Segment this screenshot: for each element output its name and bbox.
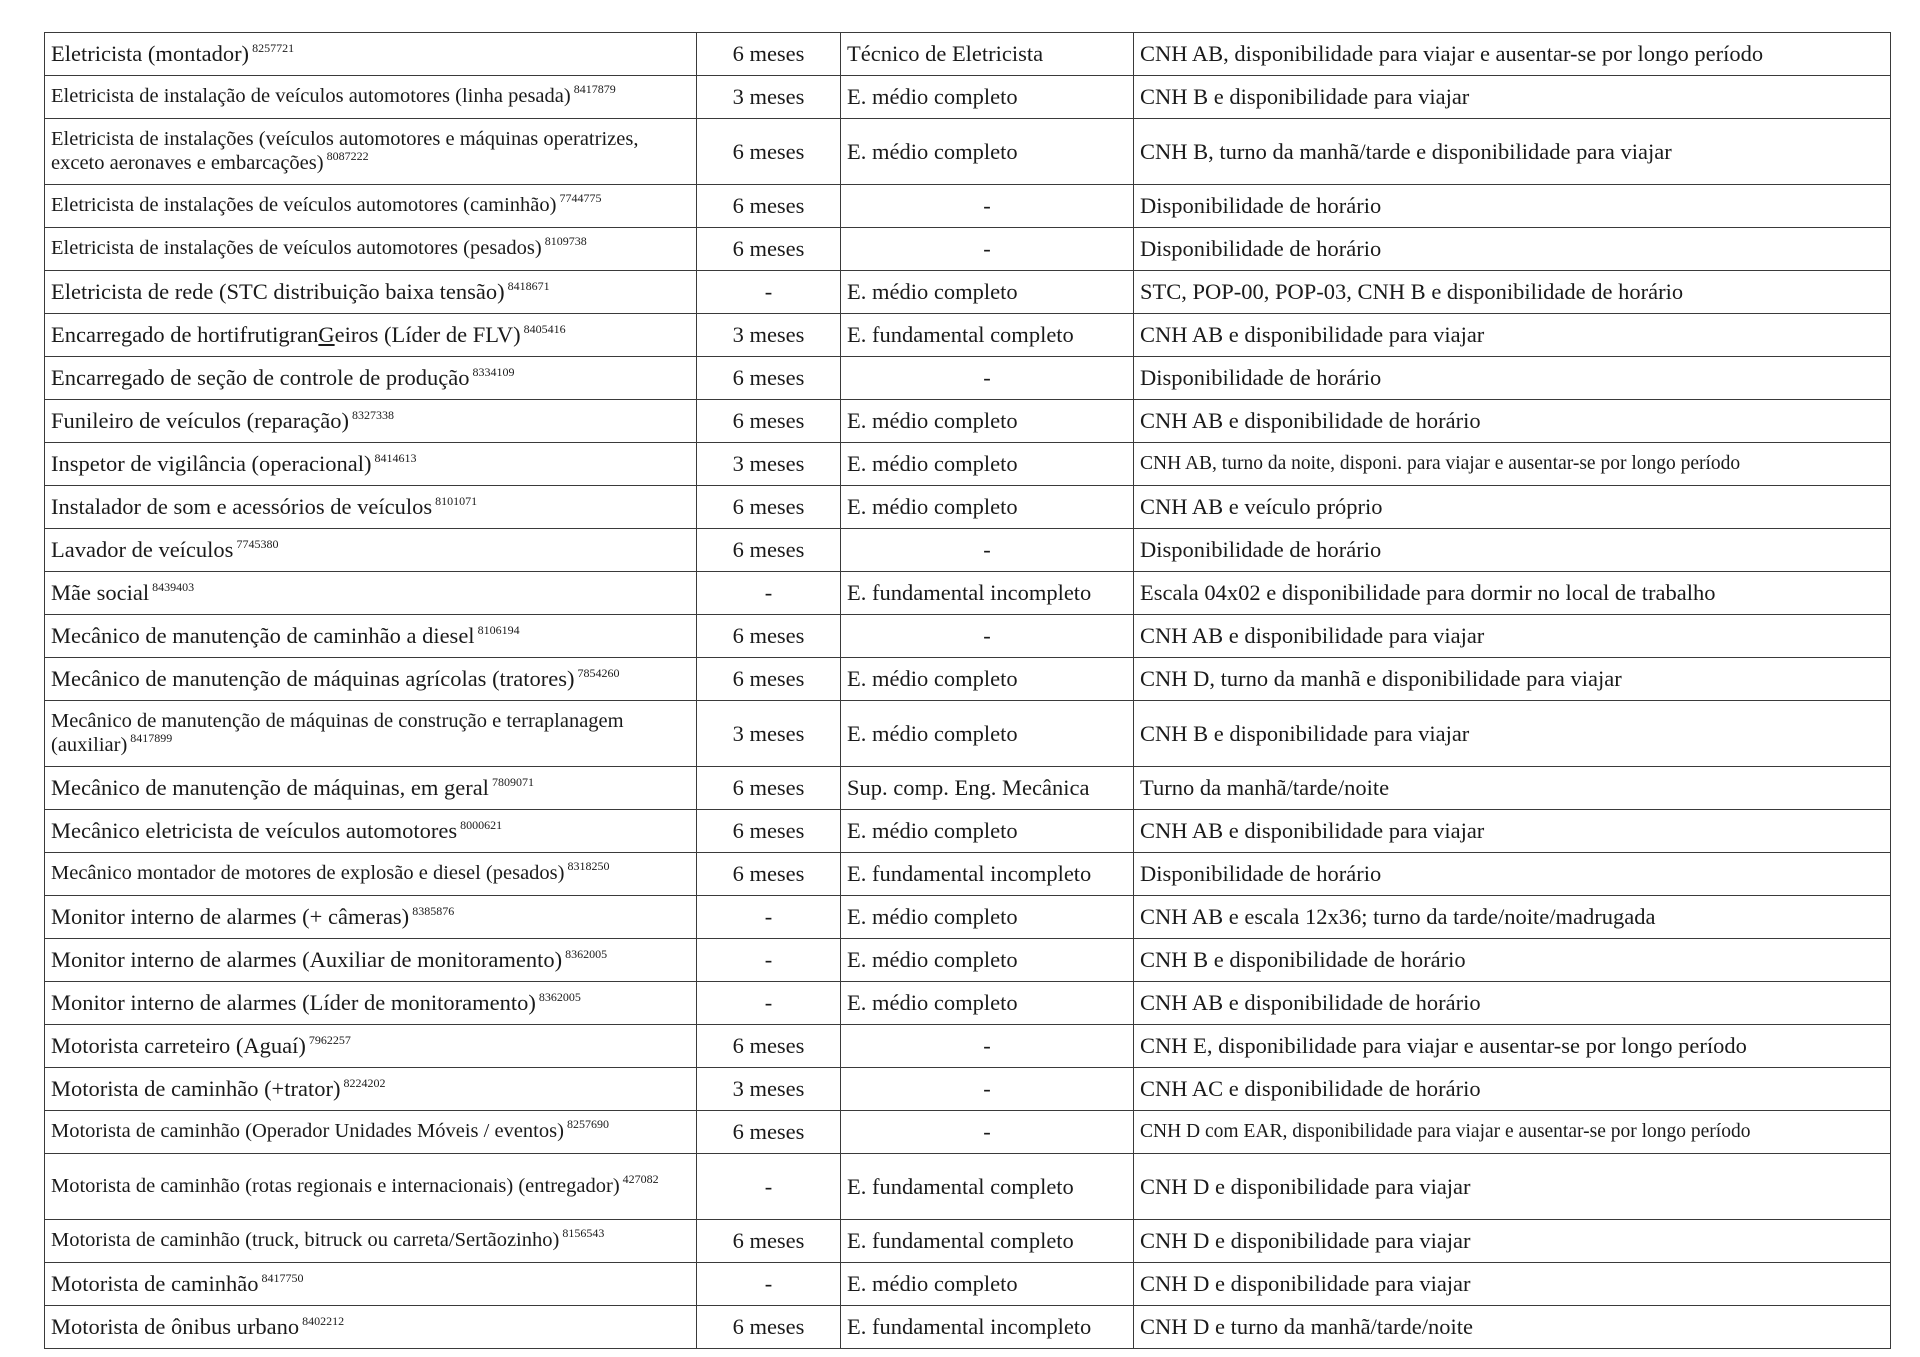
job-title: Mecânico de manutenção de máquinas de construção e terraplanagem (auxiliar) [51,709,624,756]
table-row [45,658,1891,701]
experience-cell: - [697,1154,841,1220]
education-cell: - [841,1068,1134,1111]
job-title: Mecânico montador de motores de explosão e diesel (pesados) [51,862,565,885]
job-title-cell [45,1154,697,1220]
table-row [45,810,1891,853]
experience-cell: 6 meses [697,119,841,185]
table-row [45,1025,1891,1068]
job-title-cell [45,119,697,185]
requirements-cell: CNH D com EAR, disponibilidade para viajar e ausentar-se por longo período [1134,1111,1891,1154]
job-code: 7745380 [236,537,279,552]
table-row [45,1263,1891,1306]
job-code: 8405416 [523,322,566,337]
education-cell: E. médio completo [841,76,1134,119]
job-code: 8385876 [412,904,455,919]
table-row [45,939,1891,982]
table-row [45,982,1891,1025]
education-cell: - [841,1025,1134,1068]
job-title: Eletricista de instalações de veículos automotores (caminhão) [51,194,557,217]
experience-cell: 3 meses [697,314,841,357]
experience-cell: 6 meses [697,767,841,810]
education-cell: E. fundamental completo [841,314,1134,357]
requirements-cell: CNH D e disponibilidade para viajar [1134,1154,1891,1220]
job-vacancies-table [44,32,1891,1349]
job-title: Monitor interno de alarmes (+ câmeras) [51,904,410,930]
experience-cell: 6 meses [697,529,841,572]
experience-cell: 6 meses [697,1220,841,1263]
education-cell: E. médio completo [841,896,1134,939]
job-title-cell [45,1220,697,1263]
table-row [45,615,1891,658]
education-cell: E. médio completo [841,982,1134,1025]
table-row [45,1111,1891,1154]
education-cell: E. fundamental incompleto [841,853,1134,896]
job-title: Monitor interno de alarmes (Auxiliar de monitoramento) [51,947,563,973]
job-title-cell [45,1111,697,1154]
requirements-cell: Escala 04x02 e disponibilidade para dormir no local de trabalho [1134,572,1891,615]
job-title: Motorista de caminhão (+trator) [51,1076,341,1102]
requirements-cell: CNH AB e escala 12x36; turno da tarde/noite/madrugada [1134,896,1891,939]
job-code: 8257690 [566,1117,609,1132]
job-code: 8318250 [567,859,610,874]
experience-cell: 6 meses [697,853,841,896]
requirements-cell: CNH D e disponibilidade para viajar [1134,1263,1891,1306]
table-row [45,357,1891,400]
experience-cell: - [697,982,841,1025]
experience-cell: 6 meses [697,1025,841,1068]
requirements-cell: Disponibilidade de horário [1134,529,1891,572]
job-title: Mecânico de manutenção de máquinas, em geral [51,775,489,801]
experience-cell: 6 meses [697,185,841,228]
job-title: Motorista de caminhão (rotas regionais e internacionais) (entregador) [51,1174,620,1197]
requirements-cell: CNH AB e disponibilidade para viajar [1134,810,1891,853]
table-row [45,228,1891,271]
job-title-cell [45,271,697,314]
job-code: 8109738 [544,234,587,249]
job-code: 7962257 [308,1033,351,1048]
education-cell: E. médio completo [841,443,1134,486]
job-code: 8418671 [507,279,550,294]
table-row [45,119,1891,185]
job-title-cell [45,529,697,572]
job-code: 7854260 [577,666,620,681]
requirements-cell: CNH D e disponibilidade para viajar [1134,1220,1891,1263]
job-code: 427082 [622,1171,659,1186]
job-code: 8101071 [435,494,478,509]
job-title: Inspetor de vigilância (operacional) [51,451,372,477]
requirements-cell: CNH AB e disponibilidade de horário [1134,400,1891,443]
requirements-cell: Disponibilidade de horário [1134,228,1891,271]
job-code: 7809071 [491,775,534,790]
job-title-cell [45,33,697,76]
education-cell: E. médio completo [841,810,1134,853]
job-code: 8106194 [477,623,520,638]
experience-cell: 6 meses [697,615,841,658]
table-row [45,572,1891,615]
job-title-part: Encarregado de hortifrutigran [51,322,319,348]
job-title-cell [45,1306,697,1349]
requirements-cell: CNH B e disponibilidade de horário [1134,939,1891,982]
table-row [45,486,1891,529]
experience-cell: 6 meses [697,33,841,76]
job-title-cell [45,572,697,615]
job-title-cell [45,400,697,443]
job-title: Lavador de veículos [51,537,234,563]
job-code: 8156543 [562,1226,605,1241]
requirements-cell: Disponibilidade de horário [1134,185,1891,228]
experience-cell: 6 meses [697,486,841,529]
job-title-cell [45,701,697,767]
experience-cell: 3 meses [697,701,841,767]
education-cell: - [841,185,1134,228]
education-cell: E. médio completo [841,658,1134,701]
job-title: Monitor interno de alarmes (Líder de monitoramento) [51,990,536,1016]
table-row [45,853,1891,896]
job-code: 8334109 [472,365,515,380]
job-title: Eletricista de rede (STC distribuição baixa tensão) [51,279,505,305]
job-title-cell [45,853,697,896]
education-cell: E. fundamental incompleto [841,572,1134,615]
experience-cell: 6 meses [697,1111,841,1154]
table-row [45,1068,1891,1111]
table-row [45,400,1891,443]
education-cell: Técnico de Eletricista [841,33,1134,76]
requirements-cell: Turno da manhã/tarde/noite [1134,767,1891,810]
job-title-cell [45,1025,697,1068]
experience-cell: 6 meses [697,810,841,853]
education-cell: E. fundamental completo [841,1154,1134,1220]
education-cell: E. médio completo [841,701,1134,767]
table-row [45,896,1891,939]
requirements-cell: CNH B e disponibilidade para viajar [1134,701,1891,767]
job-title: Eletricista de instalações (veículos automotores e máquinas operatrizes, exceto aeronaves e embarcações) [51,127,639,174]
requirements-cell: CNH AB e disponibilidade para viajar [1134,615,1891,658]
job-title-cell [45,76,697,119]
job-title: Motorista carreteiro (Aguaí) [51,1033,306,1059]
job-title-cell [45,939,697,982]
education-cell: E. fundamental incompleto [841,1306,1134,1349]
job-title-cell [45,1263,697,1306]
job-title-cell [45,185,697,228]
requirements-cell: CNH AC e disponibilidade de horário [1134,1068,1891,1111]
job-title-cell [45,982,697,1025]
job-title-underlined-letter: G [318,322,335,348]
education-cell: - [841,529,1134,572]
job-title-cell [45,228,697,271]
table-row [45,529,1891,572]
job-title: Mecânico de manutenção de caminhão a diesel [51,623,475,649]
education-cell: - [841,615,1134,658]
job-title: Eletricista de instalação de veículos automotores (linha pesada) [51,85,571,108]
experience-cell: - [697,1263,841,1306]
job-title: Motorista de caminhão [51,1271,259,1297]
education-cell: E. médio completo [841,486,1134,529]
job-code: 8257721 [252,41,295,56]
education-cell: E. médio completo [841,939,1134,982]
requirements-cell: CNH AB, disponibilidade para viajar e ausentar-se por longo período [1134,33,1891,76]
education-cell: E. médio completo [841,400,1134,443]
experience-cell: - [697,572,841,615]
requirements-cell: CNH E, disponibilidade para viajar e ausentar-se por longo período [1134,1025,1891,1068]
requirements-cell: STC, POP-00, POP-03, CNH B e disponibilidade de horário [1134,271,1891,314]
job-title: Motorista de caminhão (Operador Unidades Móveis / eventos) [51,1120,564,1143]
table-row [45,33,1891,76]
job-title: Funileiro de veículos (reparação) [51,408,349,434]
job-code: 8414613 [374,451,417,466]
education-cell: - [841,1111,1134,1154]
requirements-cell: CNH B, turno da manhã/tarde e disponibilidade para viajar [1134,119,1891,185]
requirements-cell: CNH D e turno da manhã/tarde/noite [1134,1306,1891,1349]
requirements-cell: CNH AB e disponibilidade de horário [1134,982,1891,1025]
job-title-cell [45,810,697,853]
job-title: Mecânico de manutenção de máquinas agrícolas (tratores) [51,666,575,692]
job-code: 8402212 [302,1314,345,1329]
experience-cell: - [697,271,841,314]
table-row [45,1220,1891,1263]
table-row [45,76,1891,119]
education-cell: Sup. comp. Eng. Mecânica [841,767,1134,810]
job-title-cell [45,443,697,486]
job-code: 8327338 [352,408,394,423]
job-title: Mecânico eletricista de veículos automotores [51,818,458,844]
job-code: 8417750 [261,1271,304,1286]
job-code: 8000621 [460,818,503,833]
job-code: 8439403 [152,580,195,595]
table-row [45,767,1891,810]
table-row [45,1306,1891,1349]
job-title: Instalador de som e acessórios de veículos [51,494,433,520]
job-title: Eletricista de instalações de veículos automotores (pesados) [51,237,542,260]
requirements-cell: CNH AB, turno da noite, disponi. para viajar e ausentar-se por longo período [1134,443,1891,486]
job-code: 8224202 [343,1076,386,1091]
job-title-cell [45,615,697,658]
experience-cell: 3 meses [697,1068,841,1111]
job-title: Encarregado de seção de controle de produção [51,365,470,391]
requirements-cell: Disponibilidade de horário [1134,853,1891,896]
experience-cell: 6 meses [697,357,841,400]
table-row [45,443,1891,486]
education-cell: - [841,357,1134,400]
job-title-cell [45,486,697,529]
job-code: 8362005 [565,947,608,962]
job-code: 7744775 [559,191,602,206]
experience-cell: 3 meses [697,443,841,486]
job-title-cell [45,357,697,400]
requirements-cell: Disponibilidade de horário [1134,357,1891,400]
experience-cell: 6 meses [697,1306,841,1349]
requirements-cell: CNH B e disponibilidade para viajar [1134,76,1891,119]
job-title-cell [45,1068,697,1111]
experience-cell: 6 meses [697,658,841,701]
job-title [51,322,521,347]
job-code: 8417879 [573,82,616,97]
requirements-cell: CNH AB e veículo próprio [1134,486,1891,529]
experience-cell: - [697,939,841,982]
experience-cell: 6 meses [697,228,841,271]
job-title-cell [45,314,697,357]
experience-cell: 6 meses [697,400,841,443]
job-title: Motorista de ônibus urbano [51,1314,300,1340]
job-title-part: eiros (Líder de FLV) [334,322,521,348]
education-cell: E. fundamental completo [841,1220,1134,1263]
table-row [45,185,1891,228]
education-cell: E. médio completo [841,271,1134,314]
table-row [45,314,1891,357]
requirements-cell: CNH AB e disponibilidade para viajar [1134,314,1891,357]
education-cell: E. médio completo [841,119,1134,185]
table-row [45,271,1891,314]
table-row [45,1154,1891,1220]
job-code: 8362005 [538,990,581,1005]
education-cell: E. médio completo [841,1263,1134,1306]
job-title-cell [45,658,697,701]
job-title: Eletricista (montador) [51,41,250,67]
job-title-cell [45,896,697,939]
job-title-cell [45,767,697,810]
experience-cell: - [697,896,841,939]
job-title: Motorista de caminhão (truck, bitruck ou carreta/Sertãozinho) [51,1229,560,1252]
table-row [45,701,1891,767]
job-code: 8417899 [130,730,173,745]
education-cell: - [841,228,1134,271]
job-title: Mãe social [51,580,150,606]
experience-cell: 3 meses [697,76,841,119]
job-code: 8087222 [326,148,369,163]
requirements-cell: CNH D, turno da manhã e disponibilidade para viajar [1134,658,1891,701]
